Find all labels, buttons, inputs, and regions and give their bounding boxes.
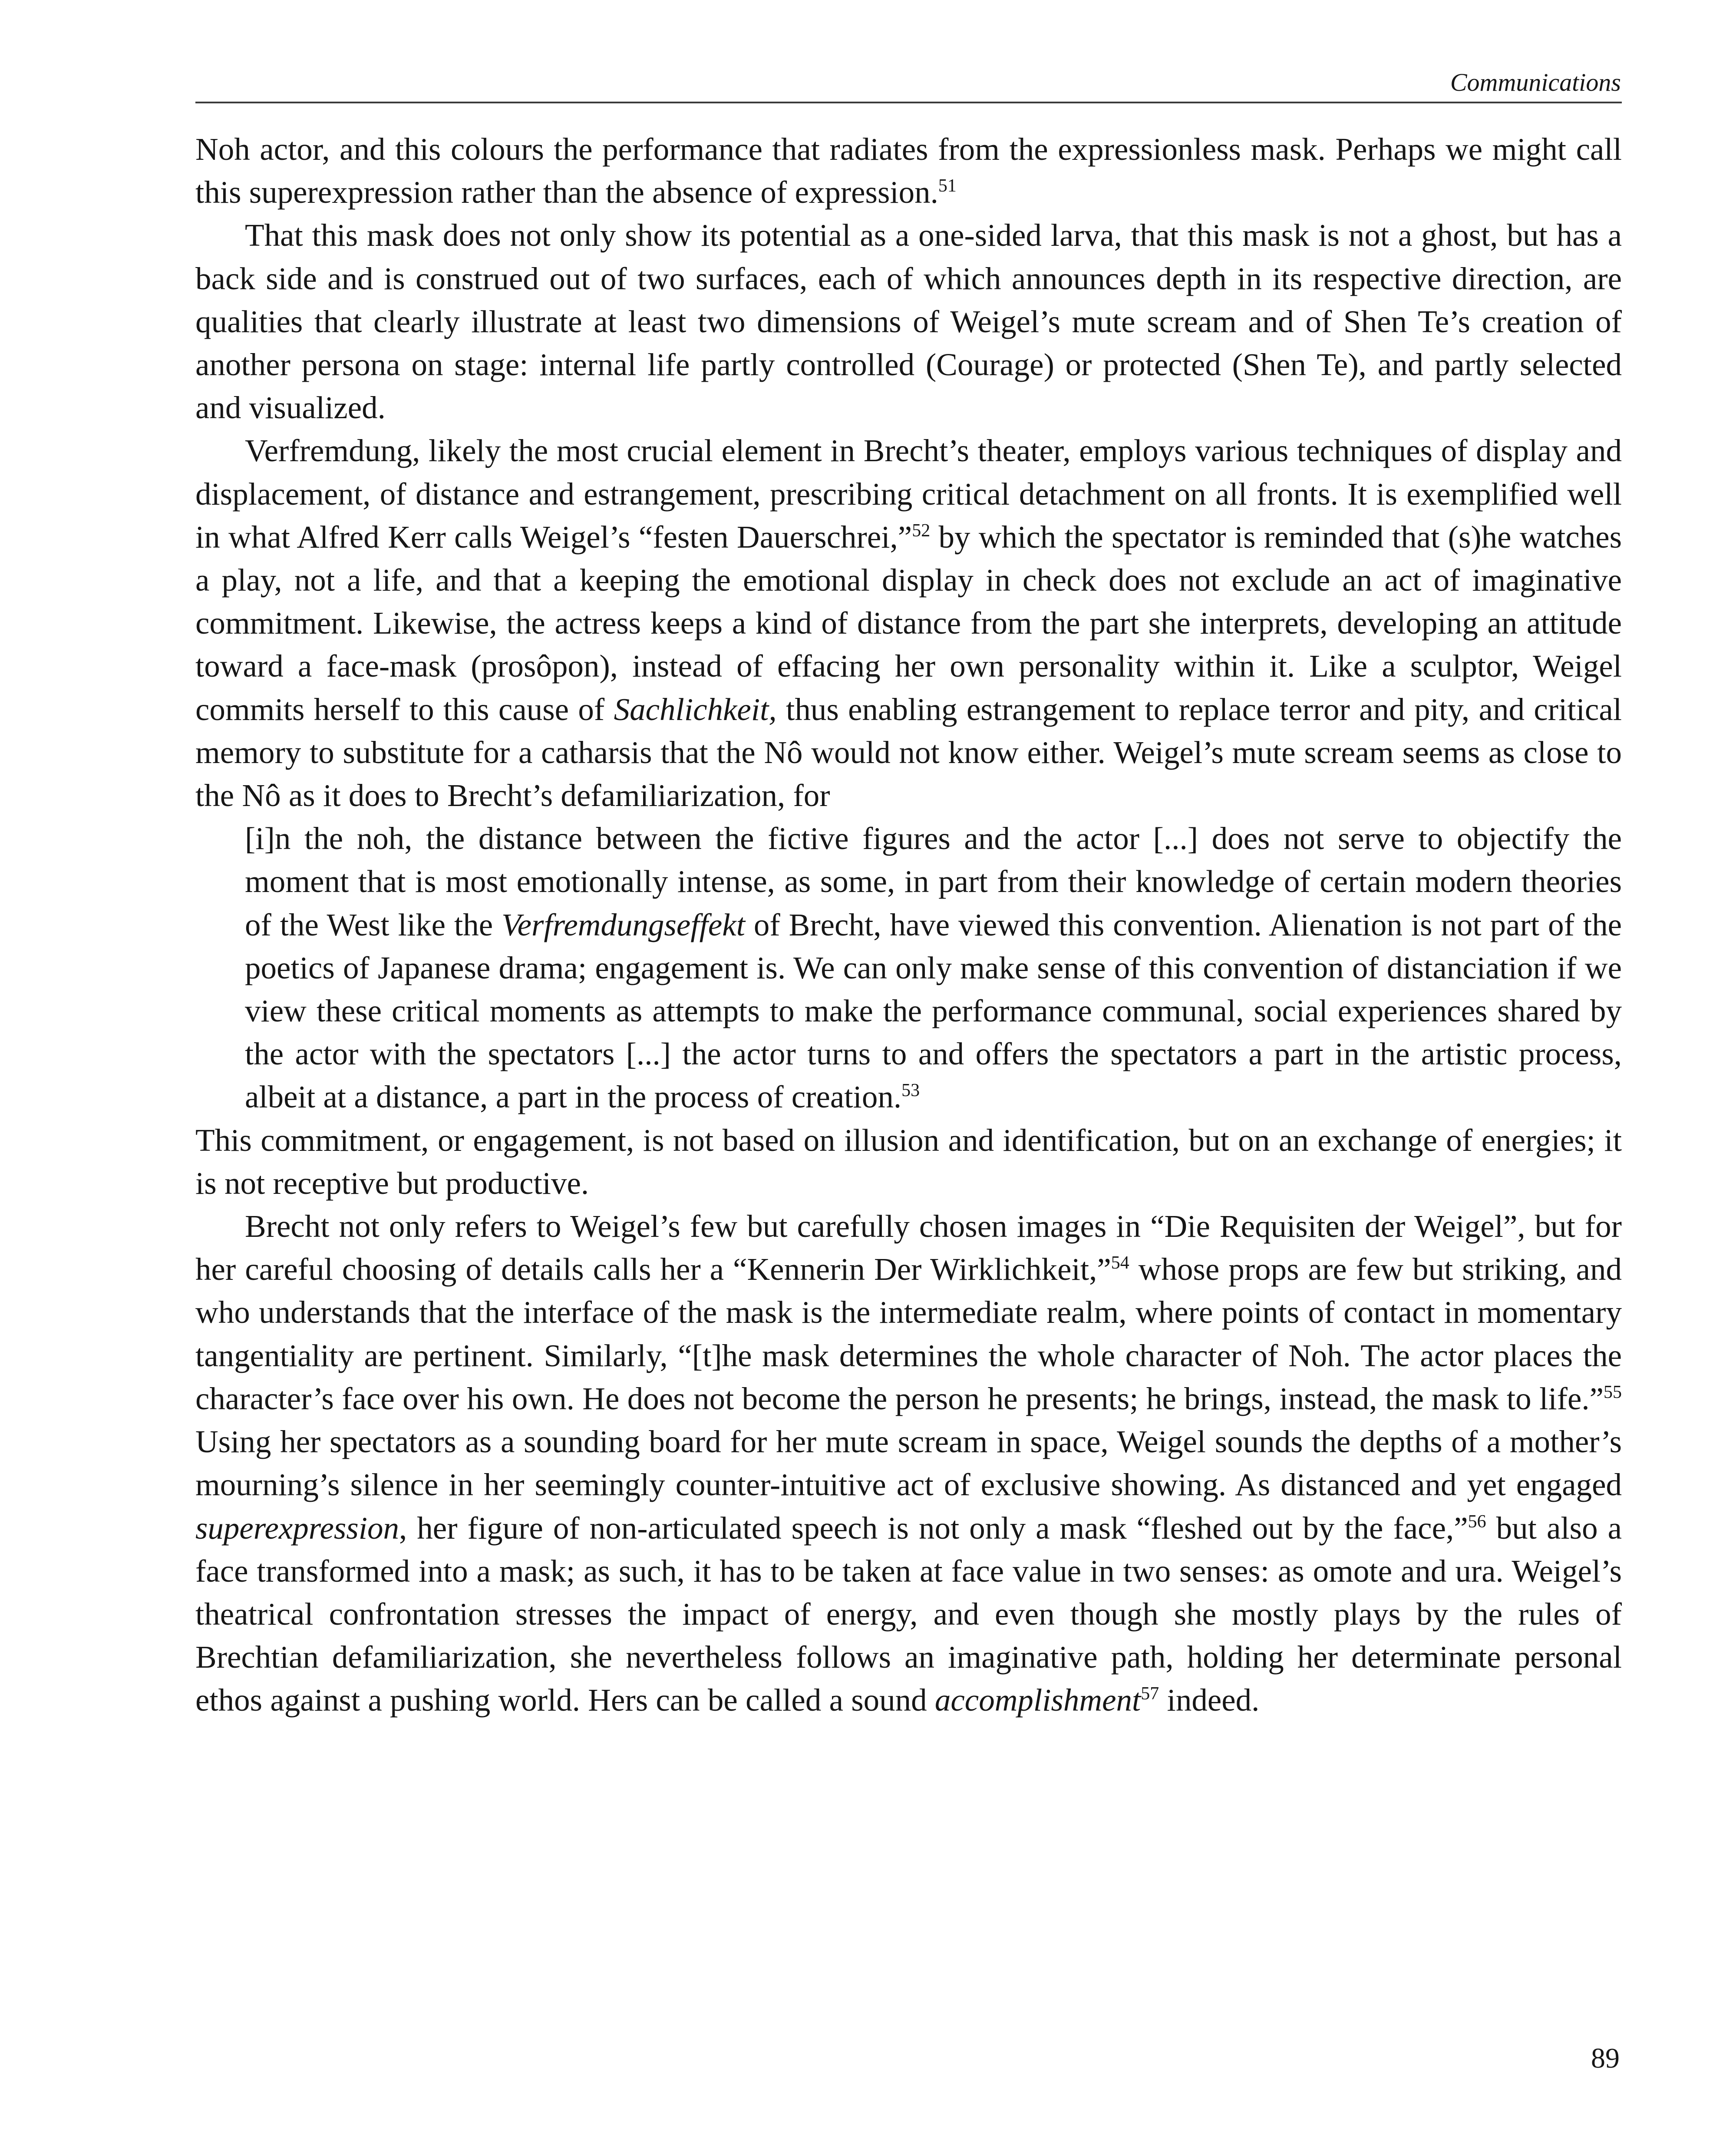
- header-rule: [195, 102, 1622, 103]
- paragraph-5-text-a: Brecht not only refers to Weigel’s few but carefully chosen images in “Die Requisiten der Weigel”, but for her careful choosing of details calls her a “Kennerin Der Wirklichkeit,”: [195, 1209, 1622, 1287]
- italic-term-sachlichkeit: Sachlichkeit,: [614, 691, 777, 727]
- paragraph-2-text: That this mask does not only show its potential as a one-sided larva, that this mask is not a ghost, but has a back side and is construed out of two surfaces, each of which announces depth in its respective direction, are qualities that clearly illustrate at least two dimensions of Weigel’s mute scream and of Shen Te’s creation of another persona on stage: internal life partly controlled (Courage) or protected (Shen Te), and partly selected and visualized.: [195, 218, 1622, 426]
- block-quote: [245, 817, 1622, 1118]
- footnote-ref-54: 54: [1111, 1253, 1129, 1273]
- page-number: 89: [1591, 2042, 1620, 2074]
- paragraph-4-text: This commitment, or engagement, is not based on illusion and identification, but on an exchange of energies; it is not receptive but productive.: [195, 1122, 1622, 1201]
- footnote-ref-52: 52: [912, 520, 931, 541]
- paragraph-1: [195, 128, 1622, 214]
- footnote-ref-56: 56: [1468, 1511, 1486, 1532]
- footnote-ref-57: 57: [1141, 1684, 1159, 1704]
- paragraph-3-text-a: Verfremdung, likely the most crucial element in Brecht’s theater, employs various techniques of display and displacement, of distance and estrangement, prescribing critical detachment on all fronts. It is exemplified well in what Alfred Kerr calls Weigel’s “festen Dauerschrei,”: [195, 433, 1622, 555]
- paragraph-3: [195, 429, 1622, 817]
- italic-term-accomplishment: accomplishment: [934, 1682, 1141, 1718]
- footnote-ref-55: 55: [1604, 1382, 1622, 1402]
- paragraph-5-text-d: , her figure of non-articulated speech is not only a mask “fleshed out by the face,”: [399, 1510, 1468, 1546]
- block-quote-text-a: [i]n the noh, the distance between the fictive figures and the actor [...] does not serve to objectify the moment that is most emotionally intense, as some, in part from their knowledge of certain modern theories of the West like the: [245, 821, 1622, 942]
- paragraph-3-text-c: thus enabling estrangement to replace terror and pity, and critical memory to substitute for a catharsis that the Nô would not know either. Weigel’s mute scream seems as close to the Nô as it does to Brecht’s defamiliarization, for: [195, 691, 1622, 813]
- paragraph-4: [195, 1119, 1622, 1205]
- paragraph-3-text-b: by which the spectator is reminded that (s)he watches a play, not a life, and that a keeping the emotional display in check does not exclude an act of imaginative commitment. Likewise, the actress keeps a kind of distance from the part she interprets, developing an attitude toward a face-mask (prosôpon), instead of effacing her own personality within it. Like a sculptor, Weigel commits herself to this cause of: [195, 519, 1622, 727]
- block-quote-text-b: of Brecht, have viewed this convention. Alienation is not part of the poetics of Japanese drama; engagement is. We can only make sense of this convention of distanciation if we view these critical moments as attempts to make the performance communal, social experiences shared by the actor with the spectators [...] the actor turns to and offers the spectators a part in the artistic process, albeit at a distance, a part in the process of creation.: [245, 907, 1622, 1115]
- paragraph-5-text-b: whose props are few but striking, and who understands that the interface of the mask is the intermediate realm, where points of contact in momentary tangentiality are pertinent. Similarly, “[t]he mask determines the whole character of Noh. The actor places the character’s face over his own. He does not become the person he presents; he brings, instead, the mask to life.”: [195, 1252, 1622, 1416]
- italic-term-verfremdungseffekt: Verfremdungseffekt: [502, 907, 745, 942]
- italic-term-superexpression: superexpression: [195, 1510, 399, 1546]
- paragraph-1-text: Noh actor, and this colours the performance that radiates from the expressionless mask. Perhaps we might call this superexpression rather than the absence of expression.: [195, 132, 1622, 210]
- footnote-ref-51: 51: [938, 176, 957, 196]
- paragraph-5-text-f: indeed.: [1159, 1682, 1260, 1718]
- page: [195, 65, 1622, 1722]
- body-text: [195, 128, 1622, 1722]
- paragraph-5-text-c: Using her spectators as a sounding board for her mute scream in space, Weigel sounds the depths of a mother’s mourning’s silence in her seemingly counter-intuitive act of exclusive showing. As distanced and yet engaged: [195, 1424, 1622, 1503]
- footnote-ref-53: 53: [901, 1081, 920, 1101]
- paragraph-2: [195, 214, 1622, 429]
- paragraph-5: [195, 1205, 1622, 1722]
- running-head: Communications: [1450, 68, 1621, 96]
- paragraph-5-text-e: but also a face transformed into a mask; as such, it has to be taken at face value in two senses: as omote and ura. Weigel’s theatrical confrontation stresses the impact of energy, and even though she mostly plays by the rules of Brechtian defamiliarization, she nevertheless follows an imaginative path, holding her determinate personal ethos against a pushing world. Hers can be called a sound: [195, 1510, 1622, 1718]
